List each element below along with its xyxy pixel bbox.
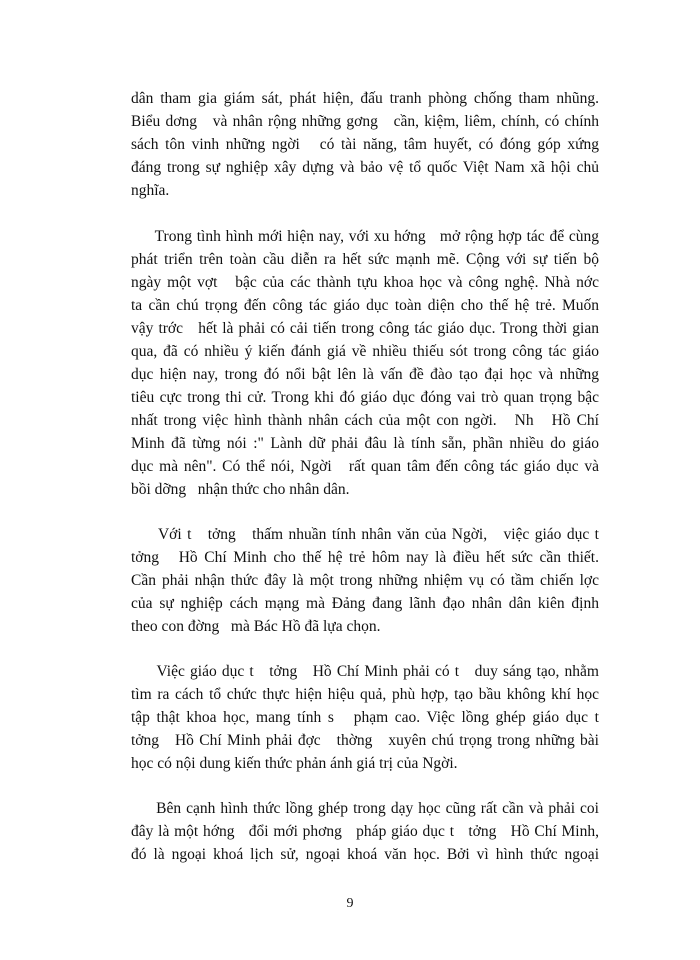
text-line: Minh đã từng nói :" Lành dữ phải đâu là tính sẵn, phần nhiều do giáo — [131, 435, 599, 452]
text-line: dục mà nên". Có thể nói, Ngời rất quan tâm đến công tác giáo dục và — [131, 458, 599, 475]
text-line: sách tôn vinh những ngời có tài năng, tâm huyết, có đóng góp xứng — [131, 136, 599, 153]
text-line: dân tham gia giám sát, phát hiện, đấu tranh phòng chống tham nhũng. — [131, 90, 599, 107]
text-line: Biểu dơng và nhân rộng những gơng cần, kiệm, liêm, chính, có chính — [131, 113, 599, 130]
text-line: đây là một hớng đổi mới phơng pháp giáo dục t tởng Hồ Chí Minh, — [131, 823, 599, 840]
text-line: Việc giáo dục t tởng Hồ Chí Minh phải có t duy sáng tạo, nhằm — [131, 663, 599, 680]
text-line: qua, đã có nhiều ý kiến đánh giá về nhiều thiếu sót trong công tác giáo — [131, 343, 599, 360]
page-number: 9 — [346, 896, 354, 911]
text-line: nhất trong việc hình thành nhân cách của một con ngời. Nh Hồ Chí — [131, 412, 599, 429]
text-line: vậy trớc hết là phải có cải tiến trong công tác giáo dục. Trong thời gian — [131, 320, 599, 337]
text-line: tiêu cực trong thi cử. Trong khi đó giáo dục đóng vai trò quan trọng bậc — [131, 389, 599, 406]
text-line: Bên cạnh hình thức lồng ghép trong dạy học cũng rất cần và phải coi — [131, 800, 599, 817]
text-line: tập thật khoa học, mang tính s phạm cao. Việc lồng ghép giáo dục t — [131, 709, 599, 726]
text-line: đó là ngoại khoá lịch sử, ngoại khoá văn học. Bởi vì hình thức ngoại — [131, 846, 599, 863]
text-line: Cần phải nhận thức đây là một trong những nhiệm vụ có tầm chiến lợc — [131, 572, 599, 589]
text-line: của sự nghiệp cách mạng mà Đảng đang lãnh đạo nhân dân kiên định — [131, 595, 599, 612]
paragraph-2 — [131, 225, 599, 501]
paragraph-1 — [131, 87, 599, 202]
paragraph-5 — [131, 797, 599, 866]
text-line: ta cần chú trọng đến công tác giáo dục toàn diện cho thế hệ trẻ. Muốn — [131, 297, 599, 314]
text-line: phát triển trên toàn cầu diễn ra hết sức mạnh mẽ. Cộng với sự tiến bộ — [131, 251, 599, 268]
text-line: dục hiện nay, trong đó nổi bật lên là vấn đề đào tạo đại học và những — [131, 366, 599, 383]
text-line: nghĩa. — [131, 182, 170, 199]
text-line: tìm ra cách tổ chức thực hiện hiệu quả, phù hợp, tạo bầu không khí học — [131, 686, 599, 703]
text-line: tởng Hồ Chí Minh phải đợc thờng xuyên chú trọng trong những bài — [131, 732, 599, 749]
text-line: ngày một vợt bậc của các thành tựu khoa học và công nghệ. Nhà nớc — [131, 274, 599, 291]
paragraph-4 — [131, 660, 599, 775]
text-line: học có nội dung kiến thức phản ánh giá trị của Ngời. — [131, 755, 458, 772]
text-line: Với t tởng thấm nhuần tính nhân văn của Ngời, việc giáo dục t — [131, 526, 599, 543]
paragraph-3 — [131, 523, 599, 638]
text-line: Trong tình hình mới hiện nay, với xu hớng mở rộng hợp tác để cùng — [131, 228, 599, 245]
text-line: đáng trong sự nghiệp xây dựng và bảo vệ tổ quốc Việt Nam xã hội chủ — [131, 159, 599, 176]
text-line: theo con đờng mà Bác Hồ đã lựa chọn. — [131, 618, 381, 635]
text-line: tởng Hồ Chí Minh cho thế hệ trẻ hôm nay là điều hết sức cần thiết. — [131, 549, 599, 566]
text-line: bồi dỡng nhận thức cho nhân dân. — [131, 481, 350, 498]
